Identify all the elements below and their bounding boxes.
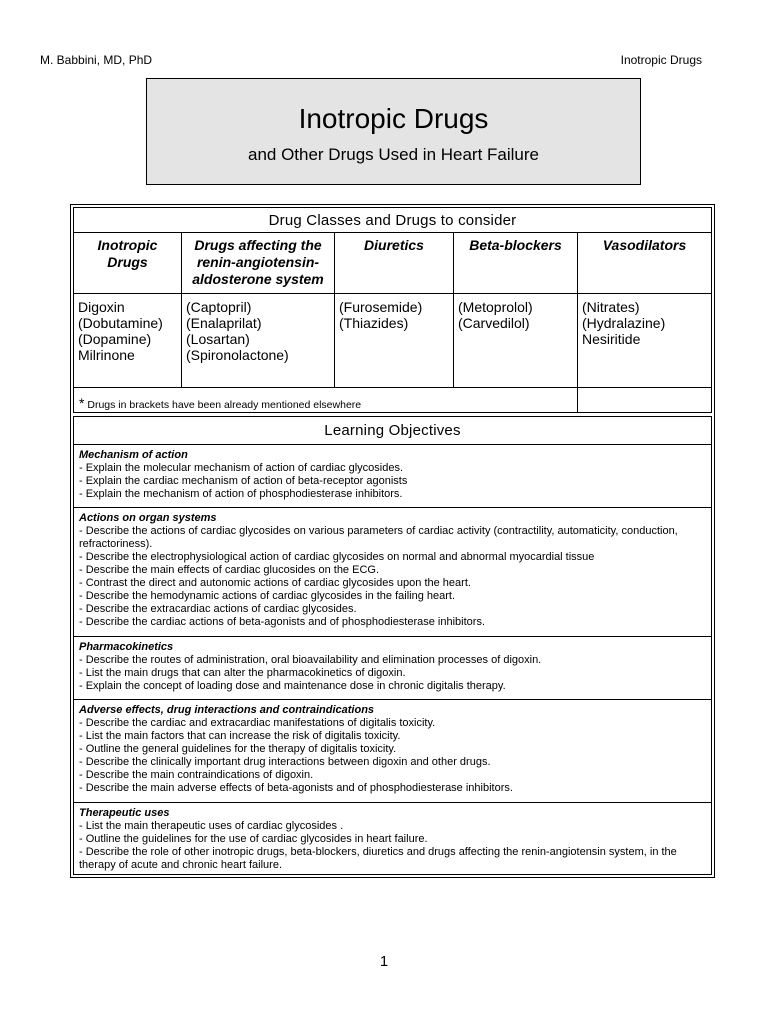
objective-item: - Describe the actions of cardiac glycosides on various parameters of cardiac activity (contractility, automaticity, conduction, refractoriness). — [79, 525, 678, 550]
drug-list-diuretics — [334, 293, 454, 388]
header-running-title: Inotropic Drugs — [620, 53, 702, 67]
objective-item: - Describe the main adverse effects of beta-agonists and of phosphodiesterase inhibitors. — [79, 782, 513, 794]
objective-item: - List the main therapeutic uses of cardiac glycosides . — [79, 820, 344, 832]
objective-item: - Describe the clinically important drug interactions between digoxin and other drugs. — [79, 756, 491, 768]
col-header-line: Beta-blockers — [469, 237, 562, 253]
objective-title: Adverse effects, drug interactions and contraindications — [79, 704, 375, 716]
col-header-beta-blockers — [453, 232, 578, 294]
objective-item: - List the main factors that can increase the risk of digitalis toxicity. — [79, 730, 401, 742]
objective-section-organ-systems — [73, 507, 712, 637]
col-header-line: Drugs affecting the — [194, 237, 322, 253]
objective-section-pharmacokinetics — [73, 636, 712, 700]
objective-item: - Describe the cardiac and extracardiac manifestations of digitalis toxicity. — [79, 717, 436, 729]
objective-item: - Outline the guidelines for the use of cardiac glycosides in heart failure. — [79, 833, 428, 845]
drug-item: (Dopamine) — [78, 331, 152, 347]
objective-title: Mechanism of action — [79, 449, 188, 461]
drug-item: (Hydralazine) — [582, 315, 666, 331]
drug-item: (Nitrates) — [582, 299, 640, 315]
title-box — [146, 78, 641, 185]
objective-item: - Describe the cardiac actions of beta-agonists and of phosphodiesterase inhibitors. — [79, 616, 486, 628]
content-frame — [70, 204, 715, 878]
drug-item: (Enalaprilat) — [186, 315, 262, 331]
objective-title: Pharmacokinetics — [79, 641, 174, 653]
objective-item: - Describe the main contraindications of digoxin. — [79, 769, 314, 781]
drug-item: (Metoprolol) — [458, 299, 533, 315]
col-header-inotropic — [73, 232, 182, 294]
page-subtitle: and Other Drugs Used in Heart Failure — [247, 145, 540, 164]
drug-item: Milrinone — [78, 347, 135, 363]
drug-item: (Spironolactone) — [186, 347, 289, 363]
col-header-diuretics — [334, 232, 454, 294]
col-header-line: aldosterone system — [192, 271, 324, 287]
objective-section-adverse-effects — [73, 699, 712, 803]
objective-title: Actions on organ systems — [79, 512, 217, 524]
drug-list-beta-blockers — [453, 293, 578, 388]
drug-item: Nesiritide — [582, 331, 641, 347]
objective-item: - Contrast the direct and autonomic actions of cardiac glycosides upon the heart. — [79, 577, 471, 589]
objective-item: - Describe the routes of administration, oral bioavailability and elimination processes of digoxin. — [79, 654, 542, 666]
drug-list-vasodilators — [577, 293, 712, 388]
drug-table-heading: Drug Classes and Drugs to consider — [73, 207, 712, 233]
footnote-star: * — [79, 395, 85, 411]
objective-item: - Describe the extracardiac actions of cardiac glycosides. — [79, 603, 357, 615]
col-header-line: Vasodilators — [602, 237, 687, 253]
drug-item: (Dobutamine) — [78, 315, 163, 331]
objective-item: - Explain the concept of loading dose and maintenance dose in chronic digitalis therapy. — [79, 680, 506, 692]
objectives-heading: Learning Objectives — [73, 416, 712, 445]
objective-section-mechanism — [73, 444, 712, 508]
objective-item: - Describe the main effects of cardiac glucosides on the ECG. — [79, 564, 379, 576]
objective-item: - Describe the role of other inotropic drugs, beta-blockers, diuretics and drugs affecting the renin-angiotensin system, in the therapy of acute and chronic heart failure. — [79, 846, 677, 871]
drug-item: Digoxin — [78, 299, 125, 315]
objective-item: - Explain the molecular mechanism of action of cardiac glycosides. — [79, 462, 404, 474]
drug-item: (Losartan) — [186, 331, 250, 347]
col-header-raas — [181, 232, 335, 294]
footnote-text: Drugs in brackets have been already mentioned elsewhere — [84, 399, 362, 411]
objective-item: - List the main drugs that can alter the pharmacokinetics of digoxin. — [79, 667, 406, 679]
drug-item: (Furosemide) — [339, 299, 423, 315]
drug-item: (Thiazides) — [339, 315, 409, 331]
col-header-vasodilators — [577, 232, 712, 294]
objective-title: Therapeutic uses — [79, 807, 170, 819]
header-author: M. Babbini, MD, PhD — [40, 53, 153, 67]
drug-table-footnote — [73, 387, 578, 413]
footnote-empty-cell — [577, 387, 712, 413]
objective-item: - Outline the general guidelines for the therapy of digitalis toxicity. — [79, 743, 397, 755]
drug-list-raas — [181, 293, 335, 388]
drug-item: (Carvedilol) — [458, 315, 530, 331]
col-header-line: renin-angiotensin- — [196, 254, 320, 270]
page-title: Inotropic Drugs — [298, 103, 489, 134]
objective-item: - Describe the hemodynamic actions of cardiac glycosides in the failing heart. — [79, 590, 456, 602]
col-header-line: Drugs — [107, 254, 148, 270]
objective-item: - Explain the cardiac mechanism of action of beta-receptor agonists — [79, 475, 408, 487]
drug-item: (Captopril) — [186, 299, 252, 315]
objective-section-therapeutic-uses — [73, 802, 712, 875]
col-header-line: Inotropic — [97, 237, 158, 253]
page-number: 1 — [379, 953, 389, 970]
col-header-line: Diuretics — [364, 237, 424, 253]
drug-list-inotropic — [73, 293, 182, 388]
objective-item: - Explain the mechanism of action of phosphodiesterase inhibitors. — [79, 488, 403, 500]
objective-item: - Describe the electrophysiological action of cardiac glycosides on normal and abnormal myocardial tissue — [79, 551, 595, 563]
